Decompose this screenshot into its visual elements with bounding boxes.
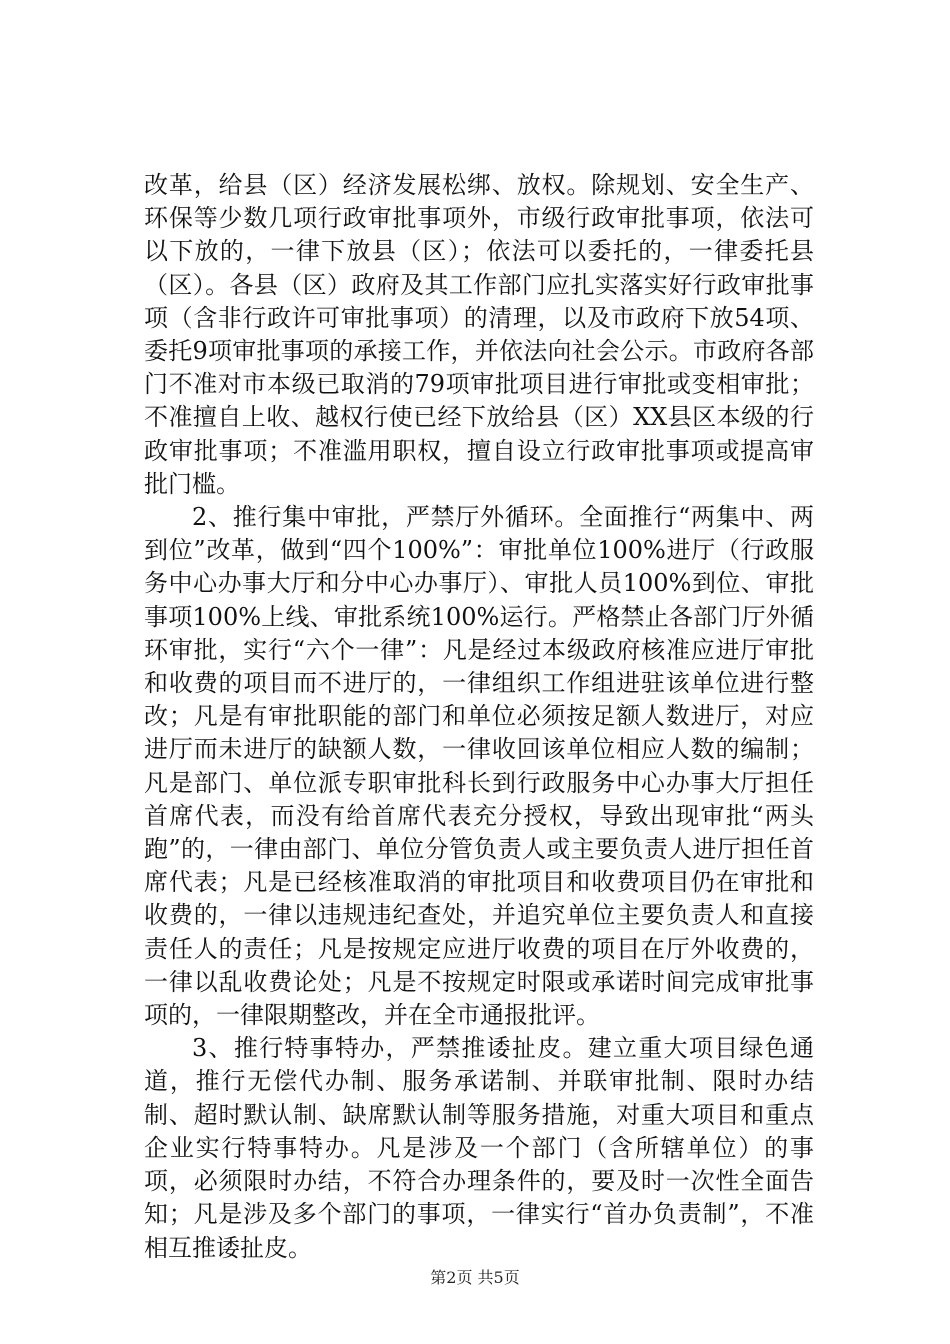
paragraph-1: 改革，给县（区）经济发展松绑、放权。除规划、安全生产、环保等少数几项行政审批事项外，市级行政审批事项，依法可以下放的，一律下放县（区）；依法可以委托的，一律委托县（区）。各县（区）政府及其工作部门应扎实落实好行政审批事项（含非行政许可审批事项）的清理，以及市政府下放54项、委托9项审批事项的承接工作，并依法向社会公示。市政府各部门不准对市本级已取消的79项审批项目进行审批或变相审批；不准擅自上收、越权行使已经下放给县（区）XX县区本级的行政审批事项；不准滥用职权，擅自设立行政审批事项或提高审批门槛。	[144, 171, 814, 498]
paragraph-2: 2、推行集中审批，严禁厅外循环。全面推行“两集中、两到位”改革，做到“四个100%”：审批单位100%进厅（行政服务中心办事大厅和分中心办事厅）、审批人员100%到位、审批事项100%上线、审批系统100%运行。严格禁止各部门厅外循环审批，实行“六个一律”：凡是经过本级政府核准应进厅审批和收费的项目而不进厅的，一律组织工作组进驻该单位进行整改；凡是有审批职能的部门和单位必须按足额人数进厅，对应进厅而未进厅的缺额人数，一律收回该单位相应人数的编制；凡是部门、单位派专职审批科长到行政服务中心办事大厅担任首席代表，而没有给首席代表充分授权，导致出现审批“两头跑”的，一律由部门、单位分管负责人或主要负责人进厅担任首席代表；凡是已经核准取消的审批项目和收费项目仍在审批和收费的，一律以违规违纪查处，并追究单位主要负责人和直接责任人的责任；凡是按规定应进厅收费的项目在厅外收费的，一律以乱收费论处；凡是不按规定时限或承诺时间完成审批事项的，一律限期整改，并在全市通报批评。	[144, 503, 814, 1030]
document-body	[144, 169, 814, 1265]
paragraph-3: 3、推行特事特办，严禁推诿扯皮。建立重大项目绿色通道，推行无偿代办制、服务承诺制、并联审批制、限时办结制、超时默认制、缺席默认制等服务措施，对重大项目和重点企业实行特事特办。凡是涉及一个部门（含所辖单位）的事项，必须限时办结，不符合办理条件的，要及时一次性全面告知；凡是涉及多个部门的事项，一律实行“首办负责制”，不准相互推诿扯皮。	[144, 1034, 814, 1262]
page-footer: 第2页 共5页	[430, 1268, 520, 1287]
